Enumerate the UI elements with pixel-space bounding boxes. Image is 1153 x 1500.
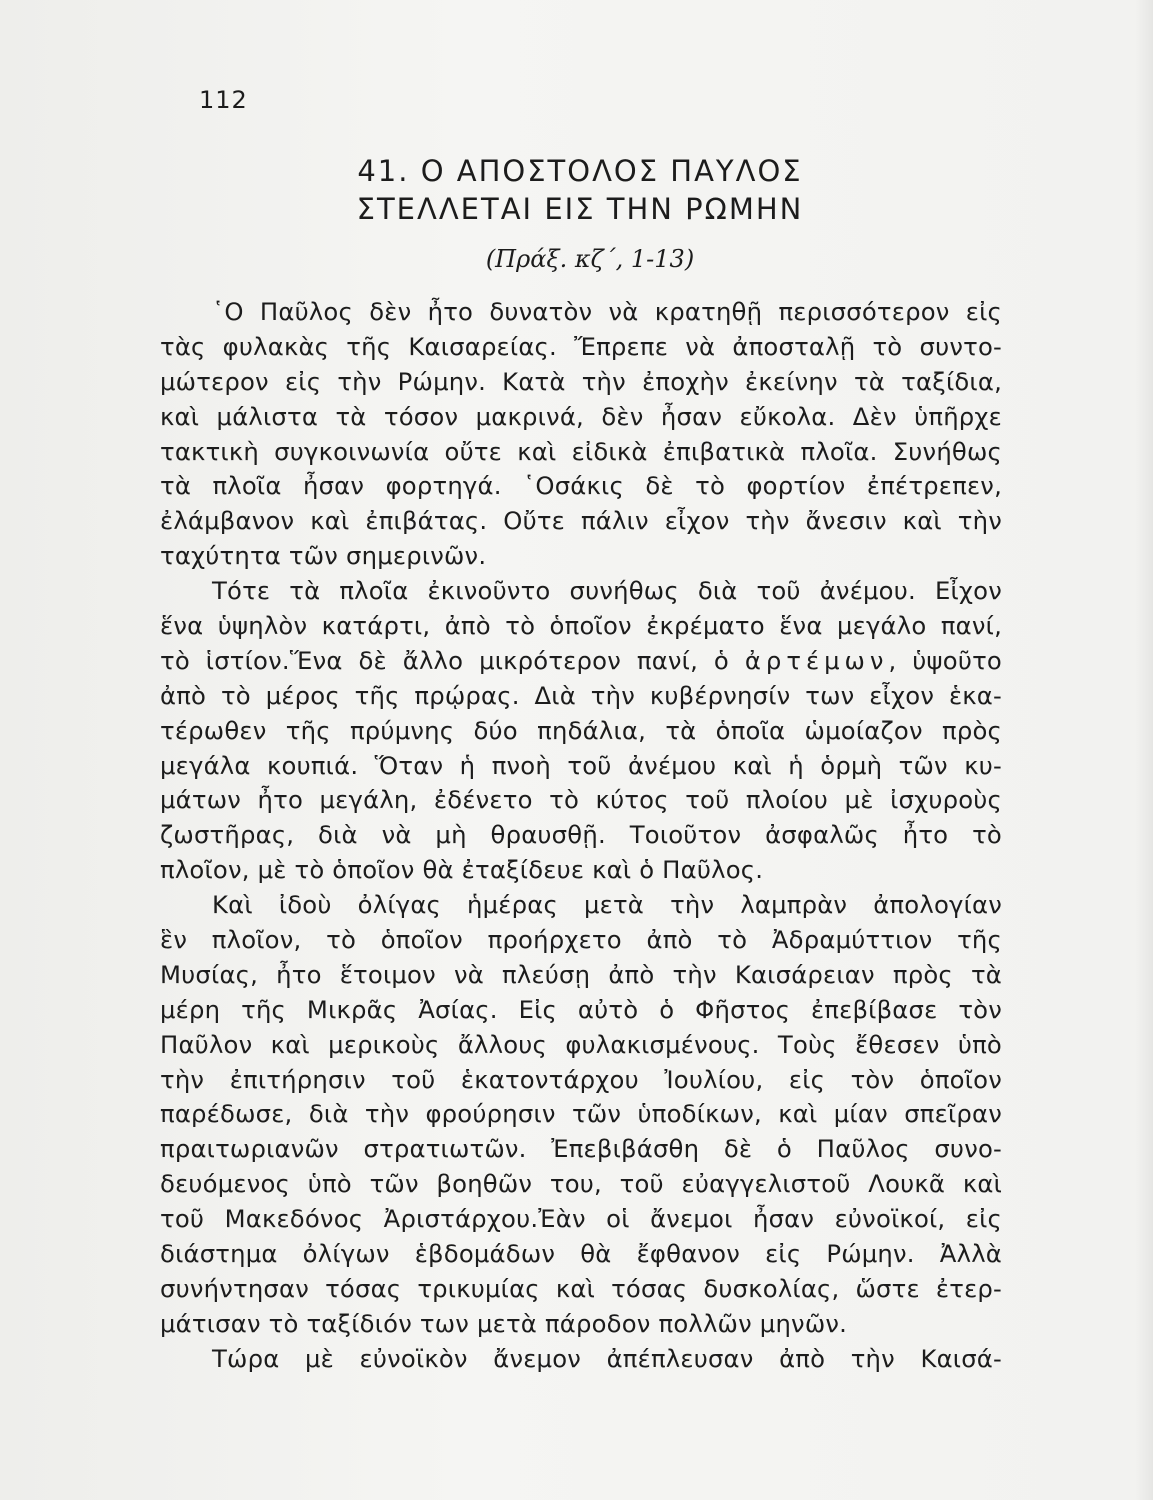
text-line: διάστημα ὀλίγων ἑβδομάδων θὰ ἔφθανον εἰς Ρώμην. Ἀλλὰ — [160, 1239, 1002, 1269]
chapter-title-line-2: ΣΤΕΛΛΕΤΑΙ ΕΙΣ ΤΗΝ ΡΩΜΗΝ — [356, 192, 804, 226]
page-number: 112 — [199, 86, 248, 114]
text-line: πραιτωριανῶν στρατιωτῶν. Ἐπεβιβάσθη δὲ ὁ Παῦλος συνο- — [160, 1134, 1002, 1164]
text-segment: , ὑψοῦτο — [888, 645, 1002, 675]
text-line: τέρωθεν τῆς πρύμνης δύο πηδάλια, τὰ ὁποῖα ὡμοίαζον πρὸς — [160, 715, 1002, 745]
text-segment: Ἕνα δὲ ἄλλο μικρότερον πανί, ὁ — [289, 645, 745, 675]
text-line: τὴν ἐπιτήρησιν τοῦ ἑκατοντάρχου Ἰουλίου, εἰς τὸν ὁποῖον — [160, 1064, 1002, 1094]
text-line: μεγάλα κουπιά. Ὅταν ἡ πνοὴ τοῦ ἀνέμου καὶ ἡ ὁρμὴ τῶν κυ- — [160, 750, 1002, 780]
text-line — [160, 1202, 1002, 1237]
text-line: ἀπὸ τὸ μέρος τῆς πρῴρας. Διὰ τὴν κυβέρνησίν των εἶχον ἑκα- — [160, 680, 1002, 710]
text-line: καὶ μάλιστα τὰ τόσον μακρινά, δὲν ἦσαν εὔκολα. Δὲν ὑπῆρχε — [160, 401, 1002, 431]
text-line: τακτικὴ συγκοινωνία οὔτε καὶ εἰδικὰ ἐπιβατικὰ πλοῖα. Συνήθως — [160, 436, 1002, 466]
text-line: δευόμενος ὑπὸ τῶν βοηθῶν του, τοῦ εὐαγγελιστοῦ Λουκᾶ καὶ — [160, 1169, 1002, 1199]
text-line: ταχύτητα τῶν σημερινῶν. — [160, 541, 487, 571]
text-line: Μυσίας, ἦτο ἕτοιμον νὰ πλεύσῃ ἀπὸ τὴν Καισάρειαν πρὸς τὰ — [160, 959, 1002, 989]
text-line: ἕνα ὑψηλὸν κατάρτι, ἀπὸ τὸ ὁποῖον ἐκρέματο ἕνα μεγάλο πανί, — [160, 611, 1002, 641]
page-edge-shadow — [1135, 0, 1153, 1500]
text-line: μώτερον εἰς τὴν Ρώμην. Κατὰ τὴν ἐποχὴν ἐκείνην τὰ ταξίδια, — [160, 366, 1002, 396]
scripture-reference: (Πράξ. κζ΄, 1-13) — [485, 245, 695, 273]
text-line: μέρη τῆς Μικρᾶς Ἀσίας. Εἰς αὐτὸ ὁ Φῆστος ἐπεβίβασε τὸν — [160, 994, 1002, 1024]
text-line: μάτων ἦτο μεγάλη, ἐδένετο τὸ κύτος τοῦ πλοίου μὲ ἰσχυροὺς — [160, 785, 1002, 815]
emphasized-term: ἀρτέμων — [744, 645, 889, 675]
chapter-body — [160, 295, 1002, 1377]
text-line: μάτισαν τὸ ταξίδιόν των μετὰ πάροδον πολλῶν μηνῶν. — [160, 1308, 848, 1338]
text-segment: τὸ ἱστίον. — [160, 645, 290, 675]
text-line: ἓν πλοῖον, τὸ ὁποῖον προήρχετο ἀπὸ τὸ Ἀδραμύττιον τῆς — [160, 925, 1002, 955]
text-line: τὰς φυλακὰς τῆς Καισαρείας. Ἔπρεπε νὰ ἀποσταλῇ τὸ συντο- — [160, 331, 1002, 361]
text-line — [160, 644, 1002, 679]
text-line: Τώρα μὲ εὐνοϊκὸν ἄνεμον ἀπέπλευσαν ἀπὸ τὴν Καισά- — [212, 1343, 1002, 1373]
text-line: τὰ πλοῖα ἦσαν φορτηγά. ῾Οσάκις δὲ τὸ φορτίον ἐπέτρεπεν, — [160, 471, 1002, 501]
text-line: ῾Ο Παῦλος δὲν ἦτο δυνατὸν νὰ κρατηθῇ περισσότερον εἰς — [212, 297, 1002, 326]
text-line: παρέδωσε, διὰ τὴν φρούρησιν τῶν ὑποδίκων, καὶ μίαν σπεῖραν — [160, 1099, 1002, 1129]
text-line: συνήντησαν τόσας τρικυμίας καὶ τόσας δυσκολίας, ὥστε ἐτερ- — [160, 1273, 1002, 1303]
text-line: Παῦλον καὶ μερικοὺς ἄλλους φυλακισμένους. Τοὺς ἔθεσεν ὑπὸ — [160, 1029, 1002, 1059]
text-line: Τότε τὰ πλοῖα ἐκινοῦντο συνήθως διὰ τοῦ ἀνέμου. Εἶχον — [212, 576, 1002, 606]
text-line: Καὶ ἰδοὺ ὀλίγας ἡμέρας μετὰ τὴν λαμπρὰν ἀπολογίαν — [212, 890, 1002, 920]
text-line: ἐλάμβανον καὶ ἐπιβάτας. Οὔτε πάλιν εἶχον τὴν ἄνεσιν καὶ τὴν — [160, 506, 1002, 536]
text-line: πλοῖον, μὲ τὸ ὁποῖον θὰ ἐταξίδευε καὶ ὁ Παῦλος. — [160, 855, 764, 885]
text-segment: Ἐὰν οἱ ἄνεμοι ἦσαν εὐνοϊκοί, εἰς — [538, 1204, 1002, 1234]
chapter-title-line-1: 41. Ο ΑΠΟΣΤΟΛΟΣ ΠΑΥΛΟΣ — [357, 154, 803, 188]
text-segment: τοῦ Μακεδόνος Ἀριστάρχου. — [160, 1204, 539, 1234]
text-line: ζωστῆρας, διὰ νὰ μὴ θραυσθῇ. Τοιοῦτον ἀσφαλῶς ἦτο τὸ — [160, 820, 1002, 850]
